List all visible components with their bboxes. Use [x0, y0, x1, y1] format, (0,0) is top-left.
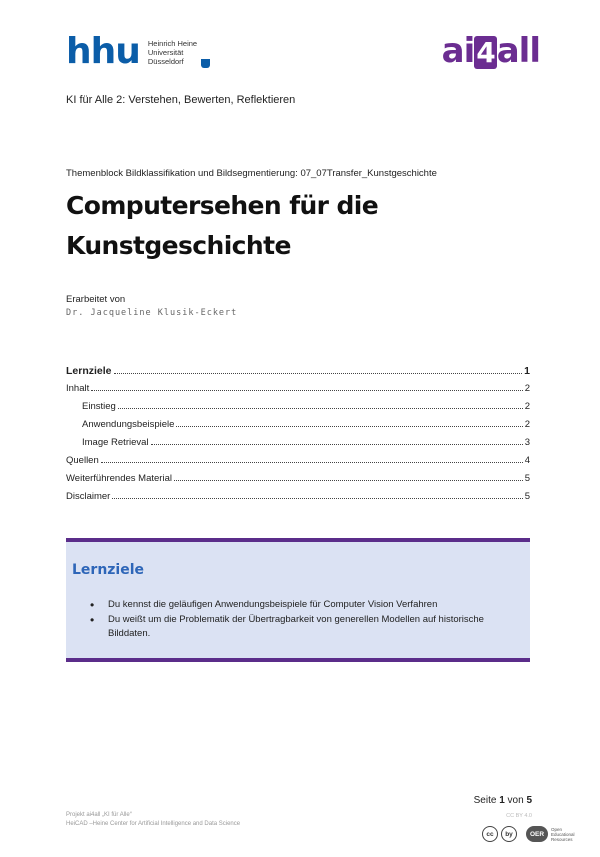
footer-project: Projekt ai4all „KI für Alle“ [66, 812, 132, 818]
hhu-text-line: Düsseldorf [147, 57, 184, 66]
toc-entry-disclaimer[interactable] [66, 488, 530, 506]
hhu-text-line: Universität [147, 48, 184, 57]
author-label: Erarbeitet von [66, 294, 126, 305]
page-prefix: Seite [473, 795, 497, 806]
oer-icon: OER [526, 826, 548, 842]
toc-entry-anwendungsbeispiele[interactable] [66, 416, 530, 434]
footer-institution: HeiCAD –Heine Center for Artificial Intelligence and Data Science [66, 821, 241, 827]
license-badges [482, 826, 575, 842]
toc-entry-lernziele[interactable] [66, 362, 530, 380]
list-item: • Du kennst die geläufigen Anwendungsbeispiele für Computer Vision Verfahren [88, 598, 508, 612]
hhu-logo-dot [201, 59, 210, 68]
oer-text [551, 827, 575, 842]
toc-leader [174, 479, 523, 481]
hhu-mark: hhu [66, 31, 140, 72]
title-line: Kunstgeschichte [66, 231, 291, 260]
toc-entry-image-retrieval[interactable] [66, 434, 530, 452]
lernziele-box [66, 538, 530, 662]
toc-leader [118, 407, 523, 409]
toc-label: Disclaimer [66, 491, 111, 502]
toc-label: Quellen [66, 455, 99, 466]
oer-text-line: Educational [551, 831, 575, 837]
document-title [66, 186, 526, 266]
toc-entry-quellen[interactable] [66, 452, 530, 470]
toc-page: 3 [524, 437, 530, 448]
hhu-logo [66, 31, 210, 72]
page-mid: von [507, 795, 524, 806]
toc-label: Weiterführendes Material [66, 473, 172, 484]
toc-leader [101, 461, 523, 463]
course-title: KI für Alle 2: Verstehen, Bewerten, Reflektieren [66, 94, 296, 106]
hhu-text-line: Heinrich Heine [147, 39, 198, 48]
toc-entry-weiterfuehrendes-material[interactable] [66, 470, 530, 488]
table-of-contents [66, 362, 530, 506]
toc-entry-inhalt[interactable] [66, 380, 530, 398]
toc-label: Lernziele [66, 365, 112, 377]
toc-label: Inhalt [66, 383, 90, 394]
oer-text-line: Open [551, 826, 563, 832]
toc-leader [176, 425, 522, 427]
toc-leader [151, 443, 523, 445]
author-name: Dr. Jacqueline Klusik-Eckert [66, 308, 238, 318]
toc-page: 1 [524, 365, 530, 377]
cc-icon: cc [482, 826, 498, 842]
toc-label: Image Retrieval [82, 437, 149, 448]
toc-label: Einstieg [82, 401, 116, 412]
toc-page: 5 [524, 473, 530, 484]
by-icon: by [501, 826, 517, 842]
ai4all-logo-ai: ai [441, 31, 475, 71]
page-total: 5 [526, 795, 532, 806]
hhu-university-name [148, 39, 197, 68]
list-item: • Du weißt um die Problematik der Übertragbarkeit von generellen Modellen auf historische Bilddaten. [88, 613, 508, 641]
toc-label: Anwendungsbeispiele [82, 419, 175, 430]
page-current: 1 [499, 795, 505, 806]
toc-page: 2 [524, 401, 530, 412]
license-text[interactable]: CC BY 4.0 [506, 813, 532, 819]
themenblock-line: Themenblock Bildklassifikation und Bildsegmentierung: 07_07Transfer_Kunstgeschichte [66, 168, 437, 179]
ai4all-logo-all: all [496, 31, 540, 71]
ai4all-logo [442, 33, 540, 71]
toc-page: 2 [524, 419, 530, 430]
toc-page: 5 [524, 491, 530, 502]
ai4all-logo-four: 4 [476, 36, 495, 69]
toc-page: 2 [524, 383, 530, 394]
toc-leader [112, 497, 522, 499]
toc-page: 4 [524, 455, 530, 466]
lernziele-heading: Lernziele [72, 562, 145, 578]
toc-leader [91, 389, 522, 391]
lernziele-list [88, 598, 508, 642]
title-line: Computersehen für die [66, 191, 379, 220]
toc-leader [114, 372, 523, 374]
toc-entry-einstieg[interactable] [66, 398, 530, 416]
oer-text-line: Resources [551, 836, 573, 842]
oer-logo [526, 826, 575, 842]
page-number [474, 795, 532, 806]
